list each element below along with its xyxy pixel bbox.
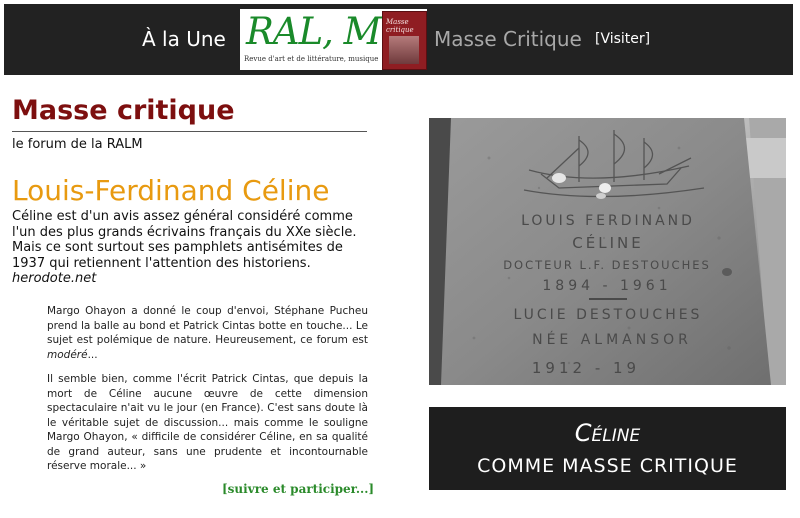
section-subtitle: le forum de la RALM	[12, 137, 143, 152]
header-banner	[4, 4, 793, 75]
lead-source: herodote.net	[12, 271, 97, 286]
celine-cta-box[interactable]	[429, 407, 786, 490]
logo-wordmark: RAL, M	[246, 10, 381, 53]
engraving-line: NÉE ALMANSOR	[532, 332, 692, 348]
cta-subtitle: COMME MASSE CRITIQUE	[477, 455, 738, 477]
engraving-line: 1912 - 19	[531, 359, 641, 377]
section-title: Masse critique	[12, 95, 235, 126]
engraving-line: LOUIS FERDINAND	[521, 213, 695, 229]
p1-text: Margo Ohayon a donné le coup d'envoi, Stéphane Pucheu prend la balle au bond et Patrick Cintas botte en touche... Le sujet est polémique de nature. Heureusement, ce forum est	[47, 305, 368, 346]
engraving-line: 1894 - 1961	[542, 278, 672, 294]
lead-text: Céline est d'un avis assez général considéré comme l'un des plus grands écrivains français du XXe siècle. Mais ce sont surtout ses pamphlets antisémites de 1937 qui retiennent l'attention des historiens.	[12, 209, 357, 271]
p1-tail: ...	[87, 348, 98, 361]
article-lead	[12, 209, 367, 287]
follow-participate-link[interactable]: [suivre et participer...]	[222, 482, 375, 496]
tombstone-photo	[429, 118, 786, 385]
body-paragraph-1	[47, 304, 368, 362]
p1-emphasis: modéré	[47, 348, 88, 361]
book-cover-icon	[382, 11, 427, 70]
banner-lead: À la Une	[142, 27, 226, 51]
engraving-line: CÉLINE	[572, 234, 644, 252]
title-divider	[12, 131, 367, 132]
article-title[interactable]: Louis-Ferdinand Céline	[12, 174, 330, 207]
tombstone-image	[429, 118, 786, 385]
engraving-line: LUCIE DESTOUCHES	[513, 307, 703, 323]
engraving-line: DOCTEUR L.F. DESTOUCHES	[503, 258, 711, 272]
book-cover-label: Masse critique	[386, 18, 414, 34]
visit-link[interactable]: [Visiter]	[595, 31, 651, 47]
banner-site-name: Masse Critique	[434, 27, 582, 51]
ralm-logo[interactable]	[240, 9, 427, 70]
logo-tagline: Revue d'art et de littérature, musique	[244, 55, 379, 63]
body-paragraph-2: Il semble bien, comme l'écrit Patrick Cintas, que depuis la mort de Céline aucune œuvre de cette dimension spectaculaire n'ait vu le jour (en France). C'est sans doute là le véritable sujet de discussion... mais comme le souligne Margo Ohayon, « difficile de considérer Céline, en sa qualité de grand auteur, sans une prudente et incontournable réserve morale... »	[47, 373, 368, 472]
cta-title: Céline	[574, 419, 641, 447]
book-cover-photo	[389, 36, 419, 64]
